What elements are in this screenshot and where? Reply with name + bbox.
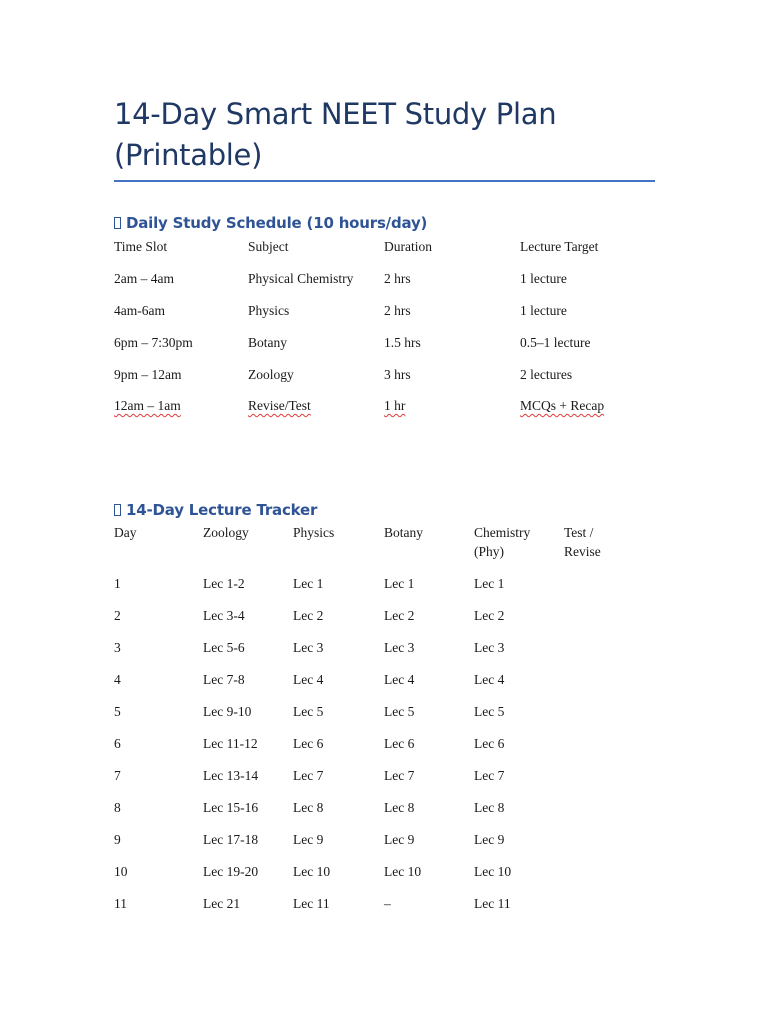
tracker-cell-physics: Lec 4 <box>293 672 324 687</box>
tracker-header-chemistry-line2: (Phy) <box>474 544 504 559</box>
tracker-cell-botany: Lec 1 <box>384 576 415 591</box>
schedule-cell-duration: 2 hrs <box>384 303 411 318</box>
schedule-cell-target: 1 lecture <box>520 303 567 318</box>
tracker-cell-physics: Lec 5 <box>293 704 324 719</box>
tracker-header-row <box>114 523 656 563</box>
schedule-header-time-slot: Time Slot <box>114 239 168 254</box>
tracker-cell-physics: Lec 10 <box>293 864 331 879</box>
tracker-cell-chemistry: Lec 9 <box>474 832 505 847</box>
tracker-row <box>114 734 656 754</box>
tracker-header-zoology: Zoology <box>203 525 249 540</box>
tracker-cell-day: 10 <box>114 864 128 879</box>
tracker-heading-text: 14-Day Lecture Tracker <box>126 501 318 519</box>
title-line-1: 14-Day Smart NEET Study Plan <box>114 97 557 131</box>
schedule-cell-subject: Revise/Test <box>248 398 311 413</box>
tracker-cell-day: 2 <box>114 608 121 623</box>
tracker-cell-physics: Lec 1 <box>293 576 324 591</box>
schedule-cell-target: 1 lecture <box>520 271 567 286</box>
tracker-header-test-line2: Revise <box>564 544 601 559</box>
schedule-row <box>114 333 656 353</box>
schedule-row <box>114 269 656 289</box>
tracker-row <box>114 702 656 722</box>
tracker-cell-day: 4 <box>114 672 121 687</box>
missing-glyph-icon <box>114 504 121 516</box>
schedule-heading-text: Daily Study Schedule (10 hours/day) <box>126 214 428 232</box>
tracker-cell-chemistry: Lec 7 <box>474 768 505 783</box>
schedule-header-subject: Subject <box>248 239 289 254</box>
schedule-cell-time: 4am-6am <box>114 303 165 318</box>
tracker-cell-day: 1 <box>114 576 121 591</box>
tracker-cell-chemistry: Lec 8 <box>474 800 505 815</box>
tracker-row <box>114 862 656 882</box>
schedule-cell-subject: Physical Chemistry <box>248 271 354 286</box>
tracker-row <box>114 894 656 914</box>
missing-glyph-icon <box>114 217 121 229</box>
tracker-cell-zoology: Lec 5-6 <box>203 640 245 655</box>
title-line-2: (Printable) <box>114 138 263 172</box>
tracker-cell-zoology: Lec 11-12 <box>203 736 258 751</box>
tracker-cell-botany: Lec 2 <box>384 608 415 623</box>
tracker-cell-botany: – <box>384 896 391 911</box>
tracker-header-physics: Physics <box>293 525 335 540</box>
tracker-cell-physics: Lec 2 <box>293 608 324 623</box>
tracker-header-day: Day <box>114 525 137 540</box>
schedule-cell-subject: Zoology <box>248 367 294 382</box>
tracker-row <box>114 574 656 594</box>
tracker-cell-botany: Lec 4 <box>384 672 415 687</box>
title-underline <box>114 180 655 182</box>
tracker-cell-physics: Lec 6 <box>293 736 324 751</box>
tracker-cell-botany: Lec 9 <box>384 832 415 847</box>
tracker-cell-zoology: Lec 21 <box>203 896 241 911</box>
schedule-cell-time: 6pm – 7:30pm <box>114 335 193 350</box>
tracker-header-chemistry: Chemistry <box>474 525 531 540</box>
tracker-cell-chemistry: Lec 3 <box>474 640 505 655</box>
tracker-cell-zoology: Lec 3-4 <box>203 608 245 623</box>
schedule-cell-target: 2 lectures <box>520 367 573 382</box>
tracker-cell-zoology: Lec 15-16 <box>203 800 259 815</box>
schedule-cell-time: 12am – 1am <box>114 398 181 413</box>
tracker-header-botany: Botany <box>384 525 423 540</box>
tracker-cell-zoology: Lec 17-18 <box>203 832 259 847</box>
tracker-cell-zoology: Lec 1-2 <box>203 576 245 591</box>
schedule-header-row <box>114 237 656 257</box>
schedule-header-lecture-target: Lecture Target <box>520 239 599 254</box>
tracker-cell-physics: Lec 11 <box>293 896 330 911</box>
tracker-cell-chemistry: Lec 4 <box>474 672 505 687</box>
schedule-cell-subject: Botany <box>248 335 287 350</box>
schedule-heading <box>114 213 427 233</box>
tracker-cell-day: 3 <box>114 640 121 655</box>
tracker-cell-chemistry: Lec 11 <box>474 896 511 911</box>
tracker-cell-day: 5 <box>114 704 121 719</box>
tracker-cell-botany: Lec 7 <box>384 768 415 783</box>
schedule-cell-target: MCQs + Recap <box>520 398 605 413</box>
tracker-row <box>114 670 656 690</box>
schedule-cell-subject: Physics <box>248 303 290 318</box>
tracker-cell-physics: Lec 3 <box>293 640 324 655</box>
tracker-cell-botany: Lec 5 <box>384 704 415 719</box>
tracker-cell-physics: Lec 7 <box>293 768 324 783</box>
tracker-cell-zoology: Lec 13-14 <box>203 768 259 783</box>
tracker-cell-day: 9 <box>114 832 121 847</box>
tracker-cell-day: 11 <box>114 896 127 911</box>
tracker-row <box>114 766 656 786</box>
tracker-cell-botany: Lec 3 <box>384 640 415 655</box>
schedule-row <box>114 365 656 385</box>
tracker-cell-botany: Lec 6 <box>384 736 415 751</box>
tracker-cell-chemistry: Lec 5 <box>474 704 505 719</box>
schedule-header-duration: Duration <box>384 239 432 254</box>
schedule-cell-duration: 1.5 hrs <box>384 335 421 350</box>
tracker-cell-zoology: Lec 7-8 <box>203 672 245 687</box>
schedule-row <box>114 396 656 416</box>
tracker-cell-botany: Lec 8 <box>384 800 415 815</box>
tracker-cell-chemistry: Lec 6 <box>474 736 505 751</box>
tracker-cell-physics: Lec 9 <box>293 832 324 847</box>
schedule-cell-time: 2am – 4am <box>114 271 174 286</box>
schedule-cell-duration: 1 hr <box>384 398 406 413</box>
tracker-cell-zoology: Lec 9-10 <box>203 704 252 719</box>
tracker-cell-day: 6 <box>114 736 121 751</box>
schedule-cell-duration: 2 hrs <box>384 271 411 286</box>
tracker-cell-day: 7 <box>114 768 121 783</box>
tracker-header-test: Test / <box>564 525 594 540</box>
tracker-row <box>114 830 656 850</box>
page-title <box>114 94 656 176</box>
schedule-cell-target: 0.5–1 lecture <box>520 335 591 350</box>
tracker-cell-chemistry: Lec 1 <box>474 576 505 591</box>
tracker-cell-chemistry: Lec 2 <box>474 608 505 623</box>
tracker-row <box>114 606 656 626</box>
tracker-heading <box>114 500 317 520</box>
tracker-cell-chemistry: Lec 10 <box>474 864 512 879</box>
tracker-row <box>114 638 656 658</box>
tracker-cell-day: 8 <box>114 800 121 815</box>
tracker-cell-physics: Lec 8 <box>293 800 324 815</box>
schedule-row <box>114 301 656 321</box>
schedule-cell-duration: 3 hrs <box>384 367 411 382</box>
schedule-cell-time: 9pm – 12am <box>114 367 182 382</box>
tracker-row <box>114 798 656 818</box>
tracker-cell-zoology: Lec 19-20 <box>203 864 259 879</box>
tracker-cell-botany: Lec 10 <box>384 864 422 879</box>
